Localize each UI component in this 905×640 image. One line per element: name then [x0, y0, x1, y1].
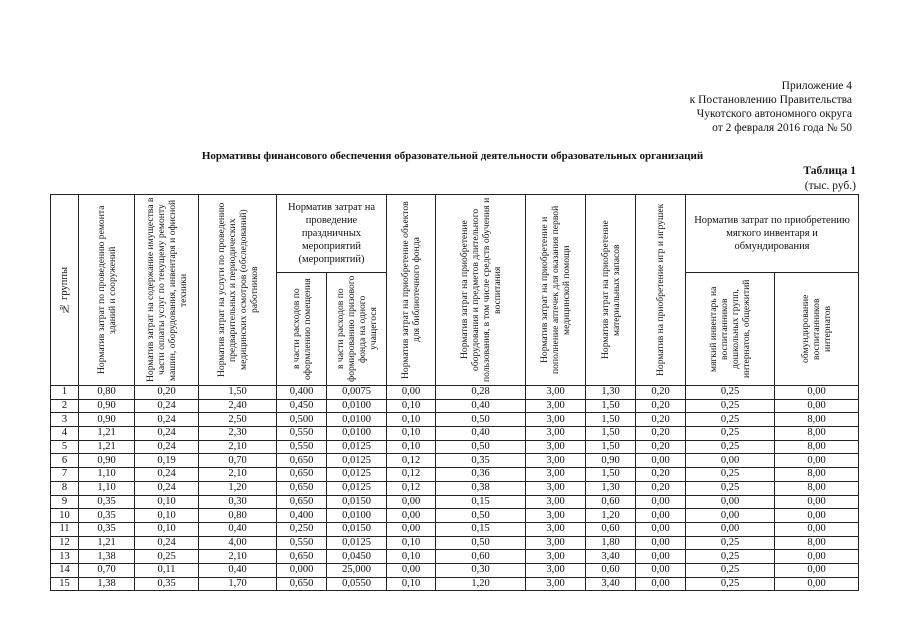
value-cell: 0,00 — [636, 550, 686, 564]
value-cell: 3,00 — [526, 577, 586, 591]
value-cell: 0,000 — [277, 563, 327, 577]
group-number-cell: 1 — [51, 386, 79, 400]
value-cell: 1,30 — [586, 481, 636, 495]
value-cell: 0,0125 — [327, 481, 387, 495]
table-row — [51, 550, 859, 564]
value-cell: 0,20 — [636, 399, 686, 413]
value-cell: 0,20 — [636, 481, 686, 495]
value-cell: 0,90 — [586, 454, 636, 468]
value-cell: 3,00 — [526, 509, 586, 523]
value-cell: 0,35 — [79, 522, 135, 536]
value-cell: 0,11 — [135, 563, 199, 577]
value-cell: 3,00 — [526, 386, 586, 400]
value-cell: 1,20 — [586, 509, 636, 523]
value-cell: 0,24 — [135, 468, 199, 482]
value-cell: 2,40 — [199, 399, 277, 413]
header-equipment: Норматив затрат на приобретение оборудования и предметов длительного пользования, в том числе средств обучения и воспитания — [436, 195, 526, 386]
value-cell: 0,20 — [636, 427, 686, 441]
value-cell: 1,80 — [586, 536, 636, 550]
value-cell: 8,00 — [775, 481, 859, 495]
value-cell: 0,0125 — [327, 536, 387, 550]
value-cell: 1,10 — [79, 468, 135, 482]
value-cell: 0,0100 — [327, 413, 387, 427]
header-soft-inventory: Норматив затрат по приобретению мягкого инвентаря и обмундирования — [686, 195, 859, 273]
table-row — [51, 413, 859, 427]
value-cell: 0,12 — [387, 481, 436, 495]
value-cell: 0,25 — [686, 413, 775, 427]
table-row — [51, 522, 859, 536]
appendix-line: Приложение 4 — [781, 80, 852, 92]
value-cell: 1,50 — [586, 468, 636, 482]
value-cell: 3,40 — [586, 577, 636, 591]
value-cell: 0,0550 — [327, 577, 387, 591]
header-soft-items: мягкий инвентарь на воспитанников дошкольных групп, интернатов, общежитий — [686, 273, 775, 386]
value-cell: 0,28 — [436, 386, 526, 400]
value-cell: 0,00 — [636, 577, 686, 591]
value-cell: 0,0100 — [327, 509, 387, 523]
value-cell: 0,0150 — [327, 495, 387, 509]
table-row — [51, 427, 859, 441]
value-cell: 0,0150 — [327, 522, 387, 536]
group-number-cell: 2 — [51, 399, 79, 413]
header-group-number: № группы — [51, 195, 79, 386]
value-cell: 0,80 — [79, 386, 135, 400]
value-cell: 8,00 — [775, 427, 859, 441]
group-number-cell: 6 — [51, 454, 79, 468]
value-cell: 0,20 — [636, 413, 686, 427]
group-number-cell: 12 — [51, 536, 79, 550]
value-cell: 1,50 — [586, 413, 636, 427]
value-cell: 0,25 — [686, 550, 775, 564]
value-cell: 0,38 — [436, 481, 526, 495]
value-cell: 3,00 — [526, 522, 586, 536]
value-cell: 0,25 — [686, 468, 775, 482]
value-cell: 0,70 — [199, 454, 277, 468]
group-number-cell: 8 — [51, 481, 79, 495]
group-number-cell: 14 — [51, 563, 79, 577]
value-cell: 3,00 — [526, 427, 586, 441]
value-cell: 0,00 — [775, 386, 859, 400]
value-cell: 1,20 — [436, 577, 526, 591]
value-cell: 0,12 — [387, 454, 436, 468]
units-label: (тыс. руб.) — [804, 180, 856, 192]
table-row — [51, 440, 859, 454]
value-cell: 2,10 — [199, 550, 277, 564]
header-first-aid: Норматив затрат на приобретение и пополнение аптечек для оказания первой медицинской помощи — [526, 195, 586, 386]
table-row — [51, 536, 859, 550]
value-cell: 0,00 — [775, 509, 859, 523]
value-cell: 0,650 — [277, 550, 327, 564]
value-cell: 0,650 — [277, 468, 327, 482]
group-number-cell: 15 — [51, 577, 79, 591]
value-cell: 0,25 — [686, 427, 775, 441]
header-medical: Норматив затрат на услуги по проведению предварительных и периодических медицинских осмотров (обследований) работников — [199, 195, 277, 386]
value-cell: 0,450 — [277, 399, 327, 413]
appendix-line: к Постановлению Правительства — [689, 94, 852, 106]
table-row — [51, 454, 859, 468]
value-cell: 0,50 — [436, 413, 526, 427]
table-row — [51, 399, 859, 413]
value-cell: 3,00 — [526, 399, 586, 413]
group-number-cell: 9 — [51, 495, 79, 509]
value-cell: 0,00 — [775, 522, 859, 536]
value-cell: 2,10 — [199, 440, 277, 454]
value-cell: 0,70 — [79, 563, 135, 577]
value-cell: 8,00 — [775, 536, 859, 550]
value-cell: 1,70 — [199, 577, 277, 591]
value-cell: 0,90 — [79, 399, 135, 413]
header-events-prize: в части расходов по формированию призового фонда на одного учащегося — [327, 273, 387, 386]
value-cell: 0,00 — [387, 563, 436, 577]
value-cell: 0,25 — [686, 481, 775, 495]
value-cell: 0,60 — [586, 563, 636, 577]
value-cell: 0,15 — [436, 522, 526, 536]
value-cell: 0,50 — [436, 509, 526, 523]
header-library: Норматив затрат на приобретение объектов для библиотечного фонда — [387, 195, 436, 386]
value-cell: 3,00 — [526, 550, 586, 564]
group-number-cell: 7 — [51, 468, 79, 482]
value-cell: 1,30 — [586, 386, 636, 400]
value-cell: 1,21 — [79, 440, 135, 454]
value-cell: 0,250 — [277, 522, 327, 536]
value-cell: 0,24 — [135, 481, 199, 495]
value-cell: 2,50 — [199, 413, 277, 427]
value-cell: 0,0100 — [327, 399, 387, 413]
value-cell: 0,10 — [387, 550, 436, 564]
value-cell: 0,35 — [436, 454, 526, 468]
value-cell: 0,60 — [436, 550, 526, 564]
value-cell: 0,40 — [436, 399, 526, 413]
value-cell: 3,00 — [526, 413, 586, 427]
value-cell: 1,38 — [79, 577, 135, 591]
document-title: Нормативы финансового обеспечения образовательной деятельности образовательных организаций — [201, 150, 704, 162]
value-cell: 1,21 — [79, 536, 135, 550]
value-cell: 0,00 — [636, 454, 686, 468]
value-cell: 3,40 — [586, 550, 636, 564]
value-cell: 0,90 — [79, 454, 135, 468]
value-cell: 0,10 — [135, 522, 199, 536]
value-cell: 0,25 — [686, 536, 775, 550]
table-row — [51, 386, 859, 400]
value-cell: 0,00 — [775, 454, 859, 468]
value-cell: 0,40 — [199, 563, 277, 577]
value-cell: 0,00 — [686, 522, 775, 536]
table-row — [51, 563, 859, 577]
value-cell: 0,10 — [135, 495, 199, 509]
value-cell: 0,25 — [686, 440, 775, 454]
value-cell: 3,00 — [526, 536, 586, 550]
table-row — [51, 509, 859, 523]
value-cell: 3,00 — [526, 468, 586, 482]
value-cell: 0,00 — [636, 563, 686, 577]
value-cell: 0,30 — [436, 563, 526, 577]
value-cell: 0,550 — [277, 440, 327, 454]
value-cell: 0,60 — [586, 495, 636, 509]
value-cell: 0,00 — [636, 522, 686, 536]
value-cell: 0,00 — [775, 495, 859, 509]
value-cell: 0,00 — [387, 386, 436, 400]
appendix-line: Чукотского автономного округа — [696, 108, 852, 120]
header-materials: Норматив затрат на приобретение материальных запасов — [586, 195, 636, 386]
value-cell: 0,19 — [135, 454, 199, 468]
value-cell: 1,38 — [79, 550, 135, 564]
value-cell: 0,00 — [775, 399, 859, 413]
value-cell: 0,30 — [199, 495, 277, 509]
group-number-cell: 5 — [51, 440, 79, 454]
value-cell: 0,0125 — [327, 454, 387, 468]
value-cell: 0,35 — [79, 509, 135, 523]
value-cell: 3,00 — [526, 495, 586, 509]
value-cell: 0,550 — [277, 536, 327, 550]
appendix-reference — [560, 79, 852, 135]
value-cell: 0,10 — [387, 440, 436, 454]
table-row — [51, 468, 859, 482]
value-cell: 0,50 — [436, 440, 526, 454]
value-cell: 0,20 — [636, 386, 686, 400]
value-cell: 0,0100 — [327, 427, 387, 441]
value-cell: 8,00 — [775, 468, 859, 482]
value-cell: 0,24 — [135, 440, 199, 454]
value-cell: 0,15 — [436, 495, 526, 509]
table-row — [51, 481, 859, 495]
value-cell: 0,20 — [636, 440, 686, 454]
header-events-decor: в части расходов по оформлению помещения — [277, 273, 327, 386]
header-soft-uniform: обмундирование воспитанников интернатов — [775, 273, 859, 386]
header-events: Норматив затрат на проведение праздничных мероприятий (мероприятий) — [277, 195, 387, 273]
value-cell: 0,0125 — [327, 440, 387, 454]
header-repair: Норматив затрат по проведению ремонта зданий и сооружений — [79, 195, 135, 386]
value-cell: 0,10 — [387, 413, 436, 427]
header-property: Норматив затрат на содержание имущества в части оплаты услуг по текущему ремонту машин, оборудования, инвентаря и офисной техники — [135, 195, 199, 386]
value-cell: 3,00 — [526, 454, 586, 468]
value-cell: 1,50 — [586, 440, 636, 454]
value-cell: 0,0125 — [327, 468, 387, 482]
value-cell: 0,24 — [135, 413, 199, 427]
value-cell: 0,00 — [686, 509, 775, 523]
group-number-cell: 10 — [51, 509, 79, 523]
value-cell: 0,25 — [686, 399, 775, 413]
value-cell: 0,50 — [436, 536, 526, 550]
value-cell: 1,50 — [586, 399, 636, 413]
value-cell: 0,00 — [775, 563, 859, 577]
value-cell: 0,00 — [636, 509, 686, 523]
value-cell: 0,00 — [686, 495, 775, 509]
value-cell: 8,00 — [775, 440, 859, 454]
value-cell: 1,50 — [199, 386, 277, 400]
header-toys: Норматив на приобретение игр и игрушек — [636, 195, 686, 386]
appendix-line: от 2 февраля 2016 года № 50 — [712, 122, 852, 134]
value-cell: 0,10 — [135, 509, 199, 523]
group-number-cell: 4 — [51, 427, 79, 441]
value-cell: 0,00 — [387, 495, 436, 509]
value-cell: 0,550 — [277, 427, 327, 441]
value-cell: 0,400 — [277, 386, 327, 400]
value-cell: 0,400 — [277, 509, 327, 523]
table-row — [51, 495, 859, 509]
value-cell: 2,30 — [199, 427, 277, 441]
value-cell: 1,20 — [199, 481, 277, 495]
value-cell: 2,10 — [199, 468, 277, 482]
value-cell: 0,00 — [775, 550, 859, 564]
value-cell: 0,25 — [135, 550, 199, 564]
table-label: Таблица 1 — [803, 165, 856, 177]
value-cell: 0,00 — [387, 522, 436, 536]
value-cell: 0,0075 — [327, 386, 387, 400]
value-cell: 8,00 — [775, 413, 859, 427]
value-cell: 0,00 — [387, 509, 436, 523]
value-cell: 0,40 — [199, 522, 277, 536]
value-cell: 0,35 — [79, 495, 135, 509]
value-cell: 0,10 — [387, 536, 436, 550]
value-cell: 0,20 — [636, 468, 686, 482]
value-cell: 0,00 — [686, 454, 775, 468]
group-number-cell: 3 — [51, 413, 79, 427]
value-cell: 25,000 — [327, 563, 387, 577]
table-row — [51, 577, 859, 591]
group-number-cell: 11 — [51, 522, 79, 536]
value-cell: 0,36 — [436, 468, 526, 482]
value-cell: 0,25 — [686, 563, 775, 577]
value-cell: 0,24 — [135, 536, 199, 550]
value-cell: 0,25 — [686, 386, 775, 400]
value-cell: 3,00 — [526, 440, 586, 454]
value-cell: 0,650 — [277, 577, 327, 591]
value-cell: 1,10 — [79, 481, 135, 495]
value-cell: 0,650 — [277, 495, 327, 509]
value-cell: 1,21 — [79, 427, 135, 441]
value-cell: 0,650 — [277, 481, 327, 495]
value-cell: 0,60 — [586, 522, 636, 536]
value-cell: 1,50 — [586, 427, 636, 441]
value-cell: 0,0450 — [327, 550, 387, 564]
value-cell: 0,24 — [135, 399, 199, 413]
value-cell: 0,90 — [79, 413, 135, 427]
value-cell: 4,00 — [199, 536, 277, 550]
value-cell: 0,10 — [387, 399, 436, 413]
value-cell: 0,650 — [277, 454, 327, 468]
norms-table — [50, 194, 859, 591]
value-cell: 0,00 — [636, 536, 686, 550]
value-cell: 0,25 — [686, 577, 775, 591]
value-cell: 0,00 — [636, 495, 686, 509]
value-cell: 0,24 — [135, 427, 199, 441]
value-cell: 3,00 — [526, 563, 586, 577]
value-cell: 3,00 — [526, 481, 586, 495]
group-number-cell: 13 — [51, 550, 79, 564]
value-cell: 0,10 — [387, 577, 436, 591]
value-cell: 0,10 — [387, 427, 436, 441]
value-cell: 0,40 — [436, 427, 526, 441]
value-cell: 0,00 — [775, 577, 859, 591]
value-cell: 0,12 — [387, 468, 436, 482]
value-cell: 0,35 — [135, 577, 199, 591]
value-cell: 0,20 — [135, 386, 199, 400]
value-cell: 0,80 — [199, 509, 277, 523]
value-cell: 0,500 — [277, 413, 327, 427]
